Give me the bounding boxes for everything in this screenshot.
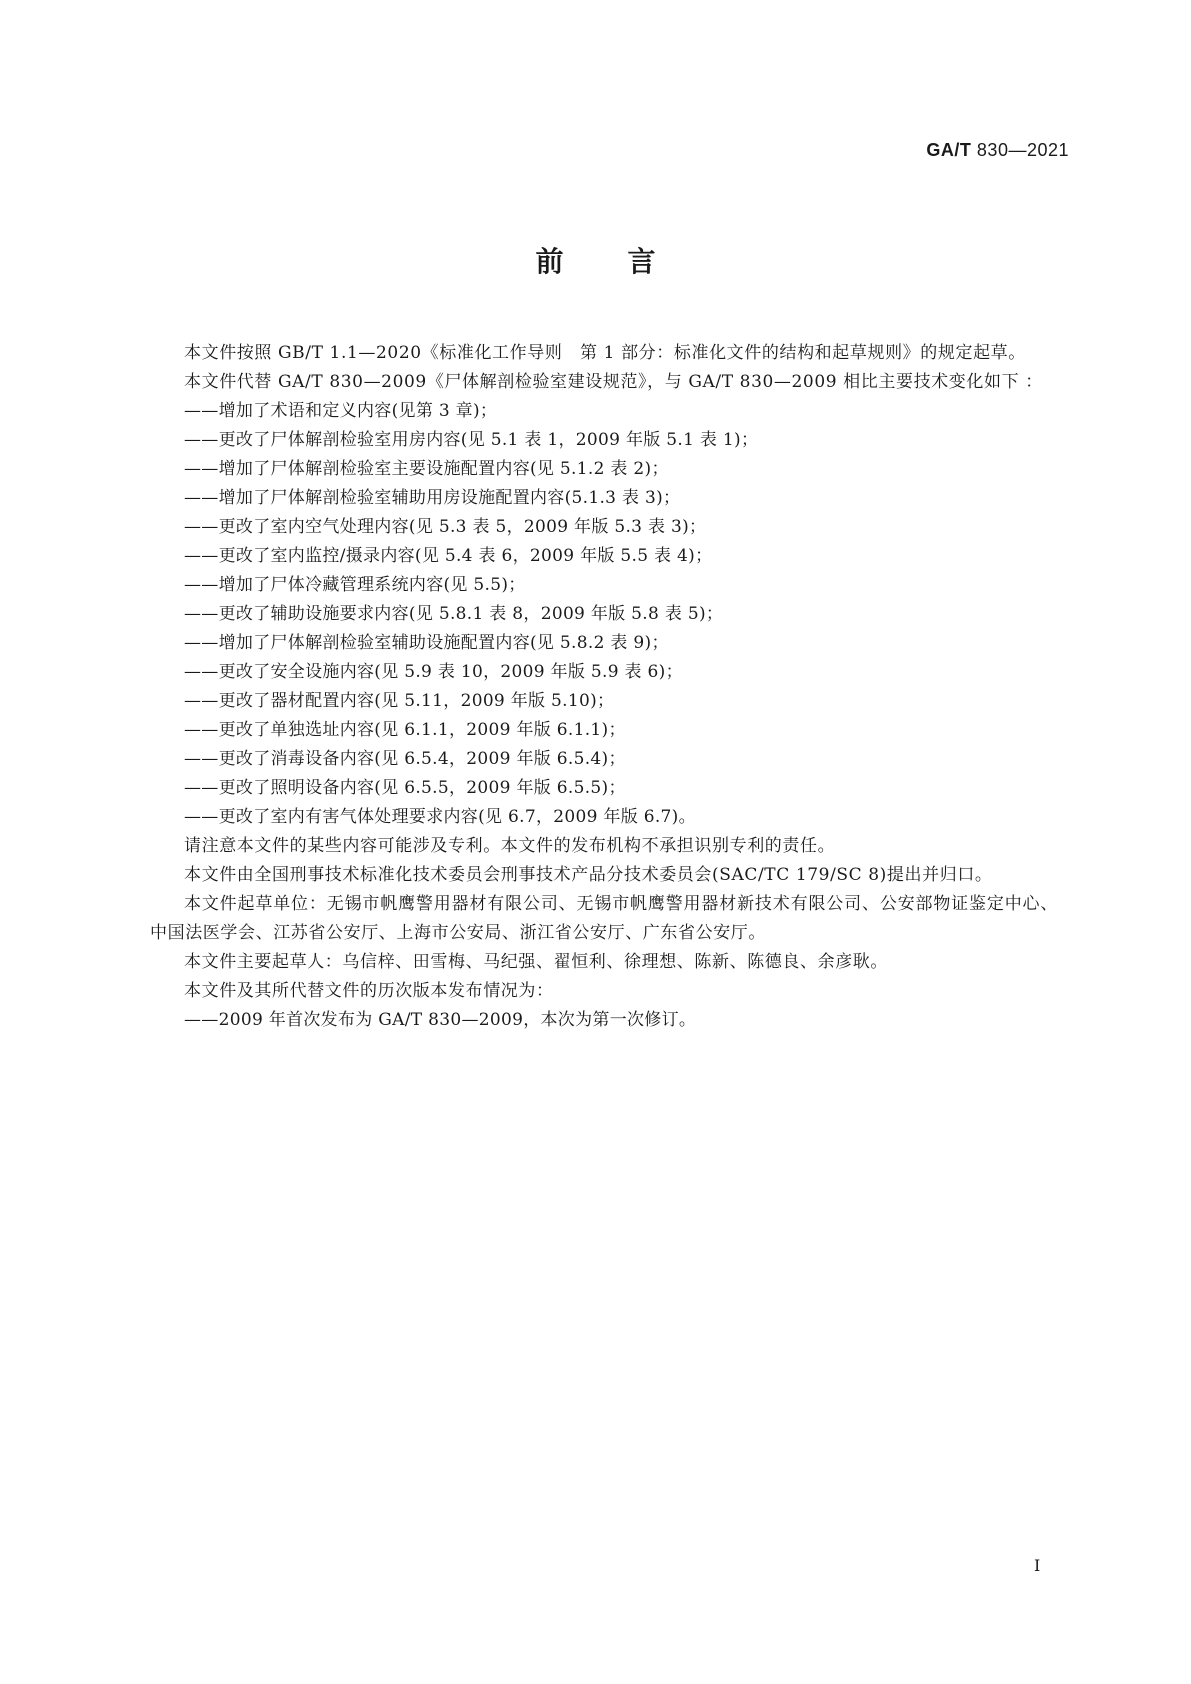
standard-prefix: GA/T bbox=[926, 140, 972, 160]
change-item: ——更改了室内有害气体处理要求内容(见 6.7，2009 年版 6.7)。 bbox=[184, 807, 696, 827]
change-item: ——增加了尸体解剖检验室主要设施配置内容(见 5.1.2 表 2)； bbox=[184, 459, 669, 479]
page-title: 前言 bbox=[535, 245, 720, 278]
history-item: ——2009 年首次发布为 GA/T 830—2009，本次为第一次修订。 bbox=[184, 1010, 697, 1030]
change-item: ——更改了室内监控/摄录内容(见 5.4 表 6，2009 年版 5.5 表 4)； bbox=[184, 546, 713, 566]
change-item: ——更改了安全设施内容(见 5.9 表 10，2009 年版 5.9 表 6)； bbox=[184, 662, 683, 682]
paragraph-replacement: 本文件代替 GA/T 830—2009《尸体解剖检验室建设规范》，与 GA/T 830—2009 相比主要技术变化如下 ： bbox=[184, 372, 1043, 392]
change-item: ——更改了尸体解剖检验室用房内容(见 5.1 表 1，2009 年版 5.1 表 1)； bbox=[184, 430, 759, 450]
paragraph-history-intro: 本文件及其所代替文件的历次版本发布情况为： bbox=[184, 981, 554, 1001]
change-item: ——增加了术语和定义内容(见第 3 章)； bbox=[184, 401, 498, 421]
page-number: I bbox=[1034, 1556, 1041, 1575]
paragraph-drafters: 本文件主要起草人：乌信梓、田雪梅、马纪强、翟恒利、徐理想、陈新、陈德良、余彦耿。 bbox=[184, 952, 888, 972]
change-item: ——更改了室内空气处理内容(见 5.3 表 5，2009 年版 5.3 表 3)； bbox=[184, 517, 707, 537]
paragraph-drafting-units: 本文件起草单位：无锡市帆鹰警用器材有限公司、无锡市帆鹰警用器材新技术有限公司、公安部物证鉴定中心、中国法医学会、江苏省公安厅、上海市公安局、浙江省公安厅、广东省公安厅。 bbox=[150, 894, 1058, 943]
paragraph-patent-notice: 请注意本文件的某些内容可能涉及专利。本文件的发布机构不承担识别专利的责任。 bbox=[184, 836, 836, 856]
standard-number: 830—2021 bbox=[971, 140, 1069, 160]
foreword-body bbox=[150, 339, 1058, 1035]
change-item: ——更改了单独选址内容(见 6.1.1，2009 年版 6.1.1)； bbox=[184, 720, 626, 740]
change-item: ——更改了照明设备内容(见 6.5.5，2009 年版 6.5.5)； bbox=[184, 778, 626, 798]
change-item: ——增加了尸体冷藏管理系统内容(见 5.5)； bbox=[184, 575, 526, 595]
change-item: ——增加了尸体解剖检验室辅助设施配置内容(见 5.8.2 表 9)； bbox=[184, 633, 669, 653]
paragraph-proposer: 本文件由全国刑事技术标准化技术委员会刑事技术产品分技术委员会(SAC/TC 179/SC 8)提出并归口。 bbox=[184, 865, 993, 885]
standard-code bbox=[926, 140, 1069, 161]
paragraph-drafting-rules: 本文件按照 GB/T 1.1—2020《标准化工作导则 第 1 部分：标准化文件的结构和起草规则》的规定起草。 bbox=[184, 343, 1026, 363]
change-item: ——增加了尸体解剖检验室辅助用房设施配置内容(5.1.3 表 3)； bbox=[184, 488, 681, 508]
change-item: ——更改了消毒设备内容(见 6.5.4，2009 年版 6.5.4)； bbox=[184, 749, 626, 769]
change-item: ——更改了辅助设施要求内容(见 5.8.1 表 8，2009 年版 5.8 表 5)； bbox=[184, 604, 724, 624]
change-item: ——更改了器材配置内容(见 5.11，2009 年版 5.10)； bbox=[184, 691, 615, 711]
